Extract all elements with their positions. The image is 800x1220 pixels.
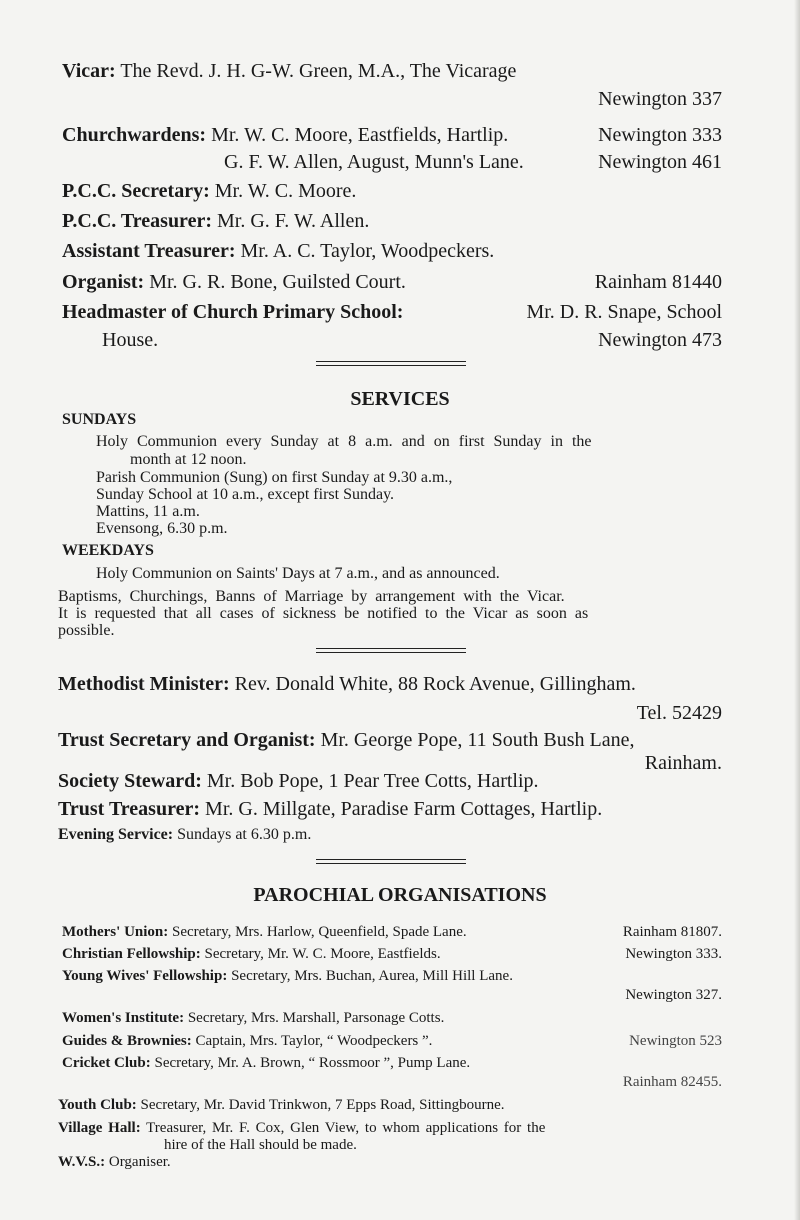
churchwardens-label: Churchwardens:	[62, 124, 207, 146]
organist-label: Organist:	[62, 271, 145, 293]
headmaster-cont: House.	[102, 329, 159, 351]
cricket-label: Cricket Club:	[62, 1055, 151, 1071]
mothers-union-label: Mothers' Union:	[62, 924, 169, 940]
village-hall: Treasurer, Mr. F. Cox, Glen View, to whom applications for the	[146, 1120, 546, 1136]
sunday-line: Evensong, 6.30 p.m.	[96, 520, 228, 537]
organist-line	[62, 271, 406, 294]
methodist-minister-line	[58, 673, 636, 696]
womens-institute-label: Women's Institute:	[62, 1010, 185, 1026]
trust-secretary-cont: Rainham.	[644, 752, 722, 774]
weekdays-label: WEEKDAYS	[62, 542, 154, 559]
headmaster-label: Headmaster of Church Primary School:	[62, 301, 404, 323]
trust-secretary: Mr. George Pope, 11 South Bush Lane,	[320, 729, 635, 751]
pcc-secretary-label: P.C.C. Secretary:	[62, 180, 210, 202]
services-heading: SERVICES	[350, 388, 450, 410]
christian-fellowship-label: Christian Fellowship:	[62, 946, 201, 962]
village-hall-label: Village Hall:	[58, 1120, 141, 1136]
vicar-label: Vicar:	[62, 60, 116, 82]
sunday-line: Sunday School at 10 a.m., except first Sunday.	[96, 486, 395, 503]
trust-secretary-label: Trust Secretary and Organist:	[58, 729, 316, 751]
christian-fellowship-line	[62, 946, 441, 963]
methodist-minister: Rev. Donald White, 88 Rock Avenue, Gillingham.	[234, 673, 636, 695]
headmaster-line	[62, 301, 403, 324]
assistant-treasurer: Mr. A. C. Taylor, Woodpeckers.	[240, 240, 495, 262]
trust-treasurer-label: Trust Treasurer:	[58, 798, 201, 820]
divider-rule	[316, 361, 466, 366]
village-hall-cont: hire of the Hall should be made.	[164, 1137, 357, 1153]
cricket-phone: Rainham 82455.	[622, 1074, 722, 1090]
evening-service: Sundays at 6.30 p.m.	[177, 826, 312, 843]
womens-institute: Secretary, Mrs. Marshall, Parsonage Cotts.	[187, 1010, 445, 1026]
pcc-treasurer-line	[62, 210, 369, 233]
assistant-treasurer-label: Assistant Treasurer:	[62, 240, 236, 262]
sunday-line: Mattins, 11 a.m.	[96, 503, 200, 520]
guides: Captain, Mrs. Taylor, “ Woodpeckers ”.	[195, 1033, 433, 1049]
weekday-line: Holy Communion on Saints' Days at 7 a.m., and as announced.	[96, 565, 500, 582]
young-wives: Secretary, Mrs. Buchan, Aurea, Mill Hill Lane.	[231, 968, 513, 984]
organisations-heading: PAROCHIAL ORGANISATIONS	[253, 884, 547, 906]
divider-rule	[316, 859, 466, 864]
guides-line	[62, 1033, 432, 1050]
methodist-minister-label: Methodist Minister:	[58, 673, 230, 695]
services-note: possible.	[58, 622, 115, 639]
page-edge-shadow	[794, 0, 800, 1220]
organist: Mr. G. R. Bone, Guilsted Court.	[149, 271, 406, 293]
sundays-label: SUNDAYS	[62, 411, 137, 428]
churchwarden-2-phone: Newington 461	[598, 151, 722, 173]
womens-institute-line	[62, 1010, 444, 1027]
young-wives-label: Young Wives' Fellowship:	[62, 968, 228, 984]
trust-secretary-line	[58, 729, 634, 752]
churchwarden-1-phone: Newington 333	[598, 124, 722, 146]
young-wives-line	[62, 968, 513, 985]
evening-service-label: Evening Service:	[58, 826, 174, 843]
services-note: It is requested that all cases of sickness be notified to the Vicar as soon as	[58, 605, 589, 622]
trust-treasurer-line	[58, 798, 602, 821]
vicar-text: The Revd. J. H. G-W. Green, M.A., The Vicarage	[120, 60, 517, 82]
youth: Secretary, Mr. David Trinkwon, 7 Epps Road, Sittingbourne.	[140, 1097, 505, 1113]
churchwardens-line	[62, 124, 508, 147]
headmaster-phone: Newington 473	[598, 329, 722, 351]
young-wives-phone: Newington 327.	[625, 987, 722, 1003]
organist-phone: Rainham 81440	[594, 271, 722, 293]
society-steward-label: Society Steward:	[58, 770, 202, 792]
vicar-phone: Newington 337	[598, 88, 722, 110]
evening-service-line	[58, 826, 311, 844]
society-steward-line	[58, 770, 539, 793]
youth-line	[58, 1097, 505, 1114]
christian-fellowship: Secretary, Mr. W. C. Moore, Eastfields.	[204, 946, 441, 962]
mothers-union-phone: Rainham 81807.	[622, 924, 722, 940]
youth-label: Youth Club:	[58, 1097, 137, 1113]
churchwarden-2: G. F. W. Allen, August, Munn's Lane.	[224, 151, 524, 173]
pcc-treasurer-label: P.C.C. Treasurer:	[62, 210, 212, 232]
cricket-line	[62, 1055, 470, 1072]
services-note: Baptisms, Churchings, Banns of Marriage by arrangement with the Vicar.	[58, 588, 565, 605]
mothers-union: Secretary, Mrs. Harlow, Queenfield, Spade Lane.	[172, 924, 467, 940]
pcc-secretary: Mr. W. C. Moore.	[214, 180, 357, 202]
sunday-line: month at 12 noon.	[130, 451, 247, 468]
wvs: Organiser.	[108, 1154, 171, 1170]
cricket: Secretary, Mr. A. Brown, “ Rossmoor ”, Pump Lane.	[154, 1055, 471, 1071]
pcc-secretary-line	[62, 180, 356, 203]
vicar-line	[62, 60, 516, 83]
methodist-minister-phone: Tel. 52429	[636, 702, 722, 724]
society-steward: Mr. Bob Pope, 1 Pear Tree Cotts, Hartlip.	[206, 770, 539, 792]
divider-rule	[316, 648, 466, 653]
sunday-line: Parish Communion (Sung) on first Sunday at 9.30 a.m.,	[96, 469, 453, 486]
headmaster-text: Mr. D. R. Snape, School	[526, 301, 722, 323]
wvs-label: W.V.S.:	[58, 1154, 106, 1170]
guides-label: Guides & Brownies:	[62, 1033, 192, 1049]
trust-treasurer: Mr. G. Millgate, Paradise Farm Cottages, Hartlip.	[205, 798, 603, 820]
guides-phone: Newington 523	[629, 1033, 722, 1049]
wvs-line	[58, 1154, 171, 1171]
churchwarden-1: Mr. W. C. Moore, Eastfields, Hartlip.	[211, 124, 509, 146]
assistant-treasurer-line	[62, 240, 494, 263]
pcc-treasurer: Mr. G. F. W. Allen.	[217, 210, 370, 232]
village-hall-line	[58, 1120, 545, 1137]
mothers-union-line	[62, 924, 467, 941]
sunday-line: Holy Communion every Sunday at 8 a.m. and on first Sunday in the	[96, 433, 592, 450]
christian-fellowship-phone: Newington 333.	[625, 946, 722, 962]
